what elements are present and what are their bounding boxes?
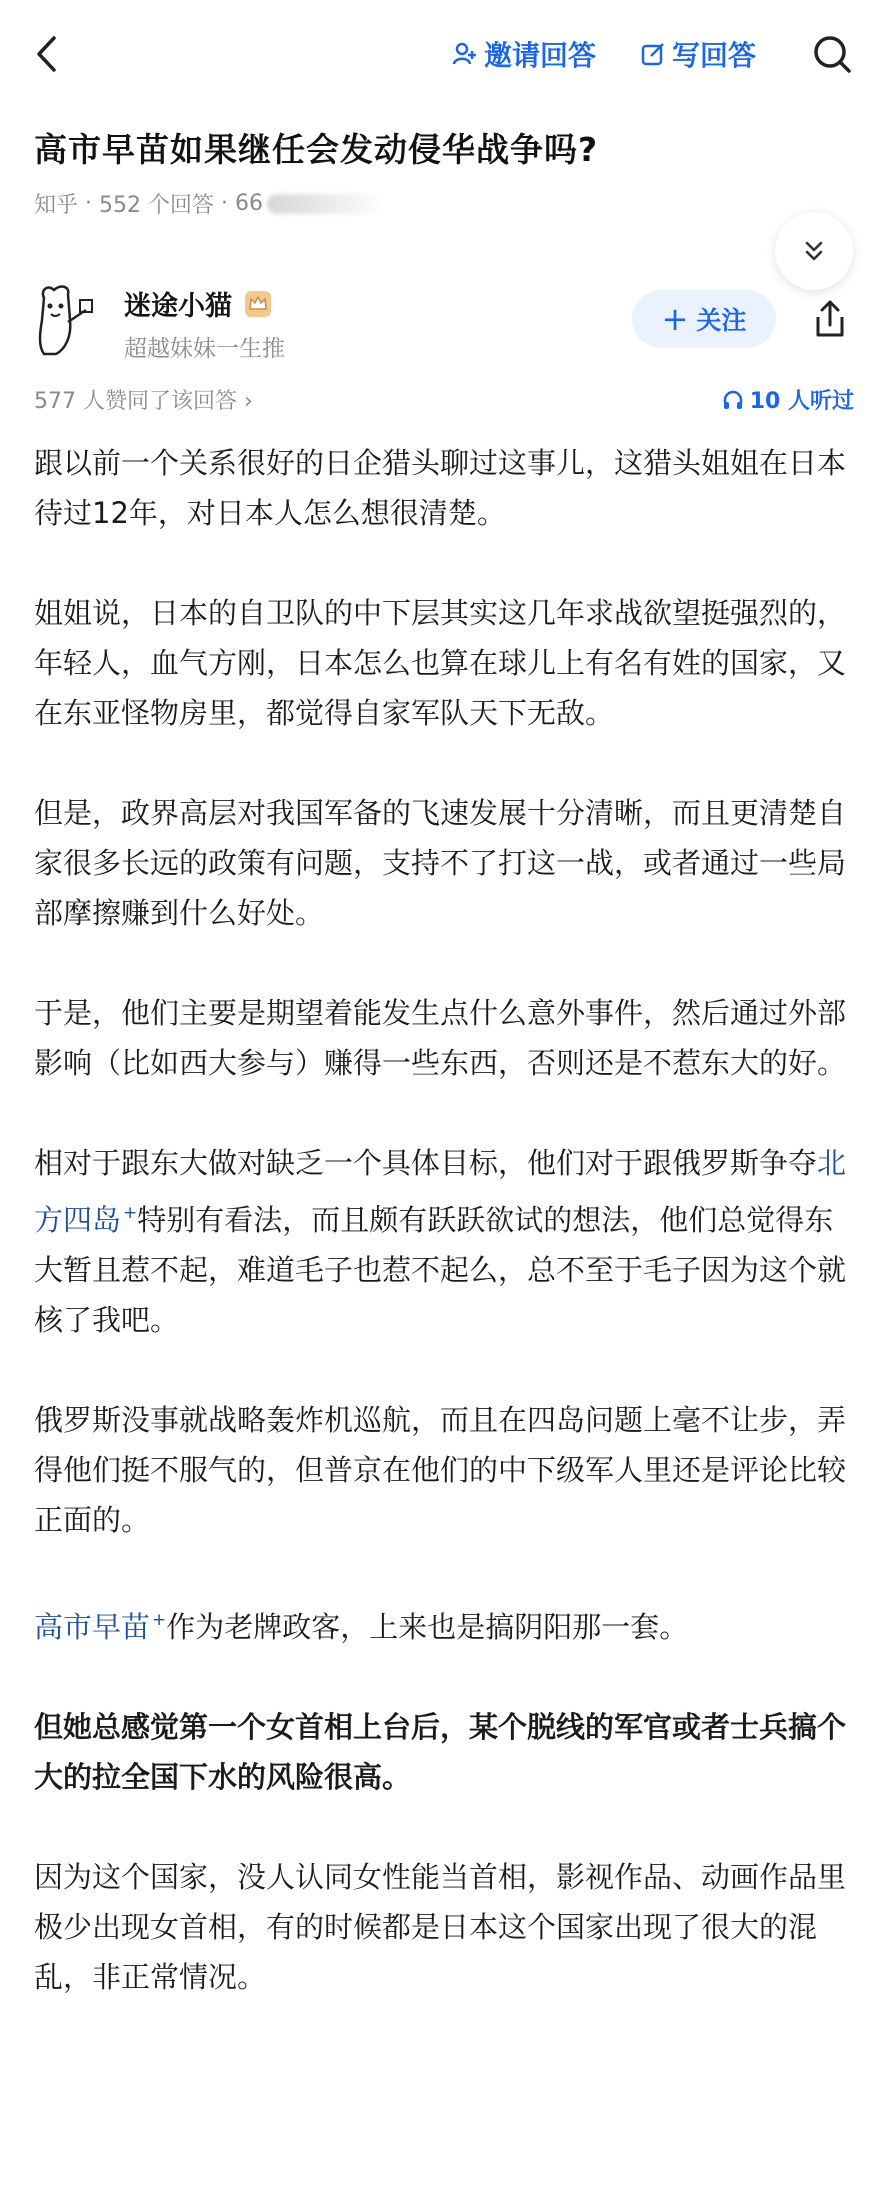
write-answer-button[interactable] (640, 32, 756, 76)
paragraph: 因为这个国家，没人认同女性能当首相，影视作品、动画作品里极少出现女首相，有的时候都是日本这个国家出现了很大的混乱，非正常情况。 (34, 1860, 847, 1994)
text-span: 作为老牌政客，上来也是搞阴阳那一套。 (166, 1610, 689, 1644)
keyword-link-marker: + (152, 1610, 167, 1630)
stats-row (34, 384, 854, 420)
search-button[interactable] (808, 30, 856, 78)
view-count: 66 (234, 191, 263, 216)
keyword-link-marker: + (123, 1203, 138, 1223)
paragraph: 姐姐说，日本的自卫队的中下层其实这几年求战欲望挺强烈的，年轻人，血气方刚，日本怎么也算在球儿上有名有姓的国家，又在东亚怪物房里，都觉得自家军队天下无敌。 (34, 596, 847, 730)
crown-badge-icon (242, 288, 274, 320)
paragraph (34, 1595, 854, 1652)
author-bio: 超越妹妹一生推 (124, 336, 285, 362)
answer-content (34, 438, 854, 2052)
text-span: 相对于跟东大做对缺乏一个具体目标，他们对于跟俄罗斯争夺 (34, 1146, 818, 1180)
avatar[interactable] (30, 280, 98, 360)
answer-count[interactable]: 552 个回答 (99, 193, 214, 218)
share-icon (812, 299, 848, 339)
search-icon (812, 34, 852, 74)
author-row (0, 272, 884, 372)
vote-count[interactable]: 577 人赞同了该回答 › (34, 389, 253, 414)
paragraph: 跟以前一个关系很好的日企猎头聊过这事儿，这猎头姐姐在日本待过12年，对日本人怎么想很清楚。 (34, 446, 847, 530)
meta-separator: · (214, 191, 235, 216)
author-name-row (124, 284, 274, 323)
headphones-icon (722, 389, 744, 411)
paragraph: 但是，政界高层对我国军备的飞速发展十分清晰，而且更清楚自家很多长远的政策有问题，支持不了打这一战，或者通过一些局部摩擦赚到什么好处。 (34, 796, 847, 930)
paragraph (34, 1138, 854, 1345)
back-button[interactable] (26, 30, 66, 78)
question-title[interactable]: 高市早苗如果继任会发动侵华战争吗? (34, 130, 599, 169)
keyword-link-text: 高市早苗 (34, 1610, 151, 1644)
listen-count[interactable] (722, 384, 854, 415)
user-plus-icon (452, 41, 478, 67)
paragraph: 于是，他们主要是期望着能发生点什么意外事件，然后通过外部影响（比如西大参与）赚得一些东西，否则还是不惹东大的好。 (34, 996, 847, 1080)
source-label: 知乎 (34, 193, 79, 218)
paragraph: 俄罗斯没事就战略轰炸机巡航，而且在四岛问题上毫不让步，弄得他们挺不服气的，但普京在他们的中下级军人里还是评论比较正面的。 (34, 1403, 847, 1537)
meta-separator: · (78, 191, 99, 216)
share-button[interactable] (806, 290, 854, 348)
paragraph-bold: 但她总感觉第一个女首相上台后，某个脱线的军官或者士兵搞个大的拉全国下水的风险很高。 (34, 1710, 847, 1794)
plus-icon: + (661, 300, 689, 338)
write-answer-label: 写回答 (672, 39, 757, 72)
keyword-link-text: 北方四岛 (34, 1146, 847, 1237)
question-meta (34, 188, 385, 219)
chevron-left-icon (35, 35, 57, 73)
edit-icon (640, 41, 666, 67)
author-name[interactable]: 迷途小猫 (124, 291, 232, 322)
follow-label: 关注 (696, 306, 747, 335)
redacted-region (267, 194, 385, 214)
listen-count-label: 10 人听过 (749, 389, 854, 414)
double-chevron-down-icon (801, 238, 827, 264)
follow-button[interactable] (632, 290, 776, 348)
keyword-link-takaichi[interactable] (34, 1610, 166, 1644)
top-bar (0, 0, 884, 108)
text-span: 特别有看法，而且颇有跃跃欲试的想法，他们总觉得东大暂且惹不起，难道毛子也惹不起么，总不至于毛子因为这个就核了我吧。 (34, 1203, 847, 1337)
invite-answer-button[interactable] (452, 32, 596, 76)
invite-answer-label: 邀请回答 (484, 39, 597, 72)
